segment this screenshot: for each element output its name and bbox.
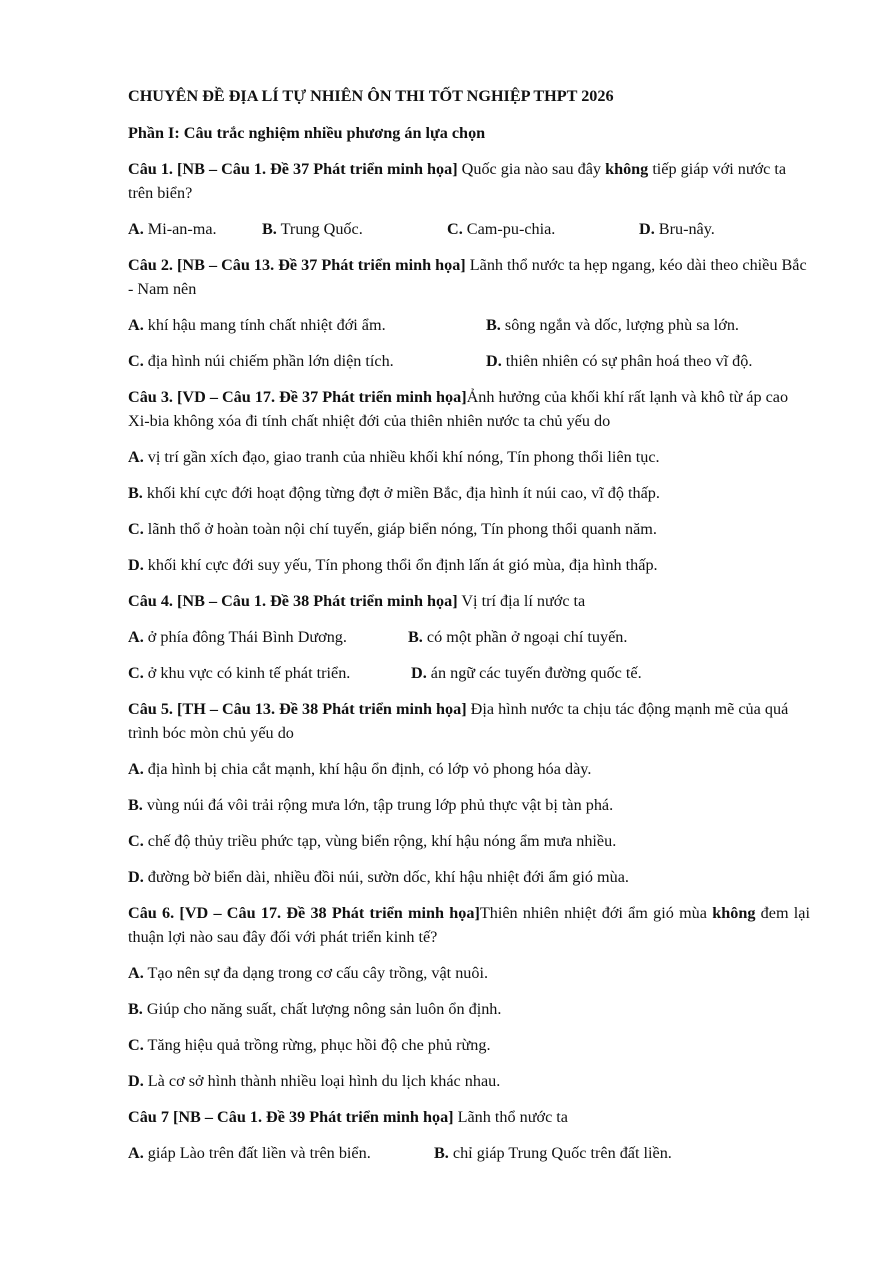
option-letter: A. <box>128 220 144 238</box>
question-2 <box>128 253 810 301</box>
option-b <box>128 481 810 505</box>
option-a <box>128 217 262 241</box>
option-letter: D. <box>128 868 144 886</box>
option-text: Tạo nên sự đa dạng trong cơ cấu cây trồng, vật nuôi. <box>143 964 489 982</box>
question-text: Lãnh thổ nước ta hẹp ngang, kéo dài theo chiều Bắc - Nam nên <box>128 256 807 298</box>
question-7 <box>128 1105 810 1129</box>
question-text: Thiên nhiên nhiệt đới ẩm gió mùa <box>479 904 713 922</box>
question-label: Câu 1. [NB – Câu 1. Đề 37 Phát triển minh họa] <box>128 160 458 178</box>
option-a <box>128 757 810 781</box>
options-row <box>128 625 810 649</box>
option-letter: B. <box>128 484 143 502</box>
option-letter: A. <box>128 760 144 778</box>
question-emphasis: không <box>605 160 649 178</box>
option-letter: B. <box>408 628 423 646</box>
option-letter: D. <box>411 664 427 682</box>
options-row <box>128 217 810 241</box>
question-text: Vị trí địa lí nước ta <box>457 592 586 610</box>
option-c <box>128 1033 810 1057</box>
option-letter: C. <box>128 832 144 850</box>
option-text: sông ngắn và dốc, lượng phù sa lớn. <box>500 316 739 334</box>
option-d <box>639 217 715 241</box>
option-b <box>408 625 627 649</box>
option-letter: D. <box>128 1072 144 1090</box>
option-letter: C. <box>447 220 463 238</box>
option-d <box>411 661 642 685</box>
option-d <box>128 865 810 889</box>
option-text: khí hậu mang tính chất nhiệt đới ẩm. <box>143 316 386 334</box>
option-c <box>128 829 810 853</box>
option-c <box>447 217 639 241</box>
option-b <box>486 313 739 337</box>
option-text: có một phần ở ngoại chí tuyến. <box>422 628 628 646</box>
option-text: vùng núi đá vôi trải rộng mưa lớn, tập trung lớp phủ thực vật bị tàn phá. <box>142 796 614 814</box>
option-text: ở phía đông Thái Bình Dương. <box>143 628 347 646</box>
option-b <box>128 793 810 817</box>
option-text: địa hình bị chia cắt mạnh, khí hậu ổn định, có lớp vỏ phong hóa dày. <box>143 760 592 778</box>
option-text: giáp Lào trên đất liền và trên biển. <box>143 1144 371 1162</box>
option-text: ở khu vực có kinh tế phát triển. <box>143 664 351 682</box>
option-letter: B. <box>262 220 277 238</box>
question-1 <box>128 157 810 205</box>
option-text: đường bờ biển dài, nhiều đồi núi, sườn dốc, khí hậu nhiệt đới ẩm gió mùa. <box>143 868 629 886</box>
option-text: Là cơ sở hình thành nhiều loại hình du lịch khác nhau. <box>143 1072 501 1090</box>
document-content <box>128 84 810 1177</box>
question-label: Câu 7 [NB – Câu 1. Đề 39 Phát triển minh họa] <box>128 1108 454 1126</box>
option-letter: B. <box>128 796 143 814</box>
option-letter: A. <box>128 964 144 982</box>
option-text: Tăng hiệu quả trồng rừng, phục hồi độ che phủ rừng. <box>143 1036 491 1054</box>
option-text: địa hình núi chiếm phần lớn diện tích. <box>143 352 394 370</box>
question-4 <box>128 589 810 613</box>
part-title: Phần I: Câu trắc nghiệm nhiều phương án lựa chọn <box>128 124 486 142</box>
options-row <box>128 661 810 685</box>
option-letter: D. <box>639 220 655 238</box>
question-label: Câu 2. [NB – Câu 13. Đề 37 Phát triển minh họa] <box>128 256 466 274</box>
option-letter: B. <box>128 1000 143 1018</box>
options-row <box>128 349 810 373</box>
option-text: Giúp cho năng suất, chất lượng nông sản luôn ổn định. <box>142 1000 502 1018</box>
option-text: khối khí cực đới hoạt động từng đợt ở miền Bắc, địa hình ít núi cao, vĩ độ thấp. <box>142 484 660 502</box>
option-letter: D. <box>128 556 144 574</box>
option-letter: A. <box>128 628 144 646</box>
question-emphasis: không <box>712 904 756 922</box>
option-d <box>486 349 752 373</box>
option-text: Bru-nây. <box>654 220 715 238</box>
option-text: vị trí gần xích đạo, giao tranh của nhiều khối khí nóng, Tín phong thổi liên tục. <box>143 448 660 466</box>
option-b <box>128 997 810 1021</box>
option-letter: D. <box>486 352 502 370</box>
question-text: đem lại thuận lợi nào sau đây đối với phát triển kinh tế? <box>128 904 810 946</box>
question-label: Câu 3. [VD – Câu 17. Đề 37 Phát triển minh họa] <box>128 388 467 406</box>
option-c <box>128 349 486 373</box>
option-a <box>128 961 810 985</box>
question-text: tiếp giáp với nước ta trên biển? <box>128 160 787 202</box>
option-letter: C. <box>128 664 144 682</box>
option-text: khối khí cực đới suy yếu, Tín phong thổi ổn định lấn át gió mùa, địa hình thấp. <box>143 556 658 574</box>
option-letter: C. <box>128 520 144 538</box>
question-3 <box>128 385 810 433</box>
question-6 <box>128 901 810 949</box>
option-text: chỉ giáp Trung Quốc trên đất liền. <box>448 1144 672 1162</box>
options-row <box>128 313 810 337</box>
option-letter: A. <box>128 316 144 334</box>
option-a <box>128 625 408 649</box>
option-letter: C. <box>128 352 144 370</box>
option-letter: A. <box>128 448 144 466</box>
option-text: lãnh thổ ở hoàn toàn nội chí tuyến, giáp biển nóng, Tín phong thổi quanh năm. <box>143 520 657 538</box>
question-text: Quốc gia nào sau đây <box>457 160 606 178</box>
option-b <box>262 217 447 241</box>
option-b <box>434 1141 672 1165</box>
question-text: Lãnh thổ nước ta <box>453 1108 568 1126</box>
question-label: Câu 6. [VD – Câu 17. Đề 38 Phát triển minh họa] <box>128 904 480 922</box>
option-a <box>128 445 810 469</box>
question-5 <box>128 697 810 745</box>
option-text: Mi-an-ma. <box>143 220 217 238</box>
option-text: chế độ thủy triều phức tạp, vùng biển rộng, khí hậu nóng ẩm mưa nhiều. <box>143 832 617 850</box>
option-letter: C. <box>128 1036 144 1054</box>
option-a <box>128 313 486 337</box>
option-text: Cam-pu-chia. <box>462 220 556 238</box>
options-row <box>128 1141 810 1165</box>
option-text: thiên nhiên có sự phân hoá theo vĩ độ. <box>501 352 753 370</box>
option-text: án ngữ các tuyến đường quốc tế. <box>426 664 642 682</box>
option-letter: B. <box>486 316 501 334</box>
option-d <box>128 553 810 577</box>
option-d <box>128 1069 810 1093</box>
option-letter: B. <box>434 1144 449 1162</box>
question-label: Câu 4. [NB – Câu 1. Đề 38 Phát triển minh họa] <box>128 592 458 610</box>
option-text: Trung Quốc. <box>276 220 363 238</box>
question-text: Ảnh hưởng của khối khí rất lạnh và khô từ áp cao Xi-bia không xóa đi tính chất nhiệt đới của thiên nhiên nước ta chủ yếu do <box>128 388 789 430</box>
option-c <box>128 517 810 541</box>
option-a <box>128 1141 434 1165</box>
question-label: Câu 5. [TH – Câu 13. Đề 38 Phát triển minh họa] <box>128 700 467 718</box>
option-letter: A. <box>128 1144 144 1162</box>
option-c <box>128 661 411 685</box>
document-title: CHUYÊN ĐỀ ĐỊA LÍ TỰ NHIÊN ÔN THI TỐT NGHIỆP THPT 2026 <box>128 87 614 105</box>
question-text: Địa hình nước ta chịu tác động mạnh mẽ của quá trình bóc mòn chủ yếu do <box>128 700 789 742</box>
